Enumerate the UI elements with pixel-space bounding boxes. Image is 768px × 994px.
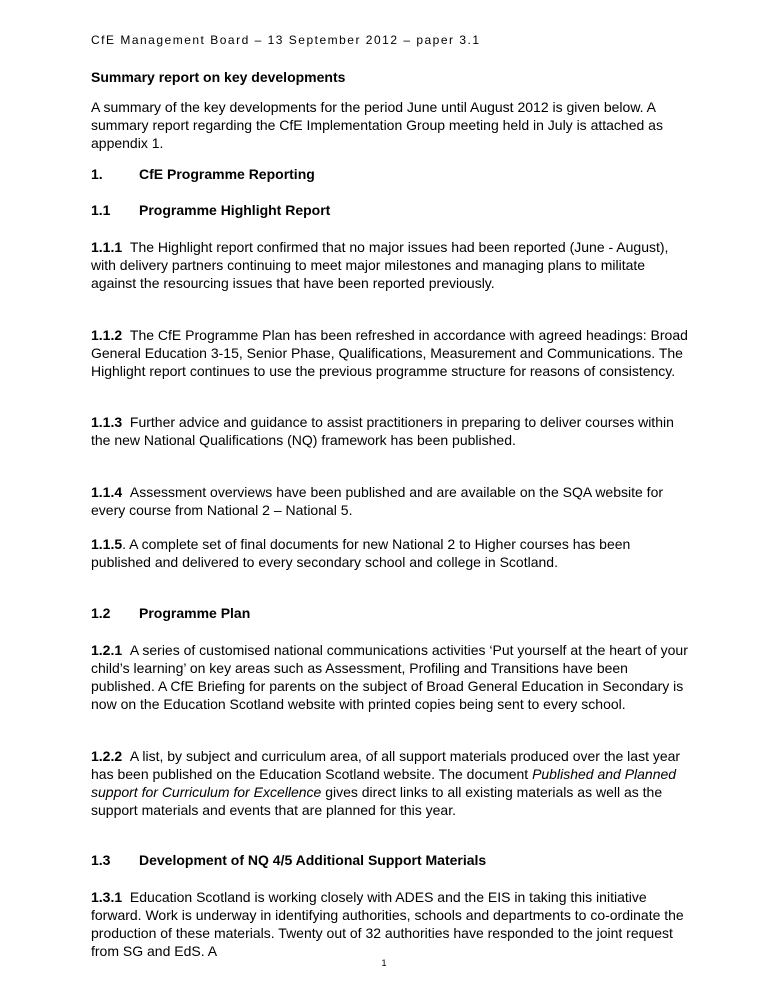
- paragraph-number: 1.1.5: [91, 536, 123, 552]
- paragraph-number: 1.1.2: [91, 327, 123, 343]
- paragraph-text: Assessment overviews have been published and are available on the SQA website for every course from National 2 – National 5.: [91, 484, 664, 518]
- paragraph-text: A series of customised national communications activities ‘Put yourself at the heart of your child’s learning’ on key areas such as Assessment, Profiling and Transitions have been published. A CfE Briefing for parents on the subject of Broad General Education in Secondary is now on the Education Scotland website with printed copies being sent to every school.: [91, 642, 688, 712]
- paragraph-1-2-1: [91, 641, 689, 713]
- section-1-3-heading: [91, 852, 486, 868]
- paragraph-number: 1.1.4: [91, 484, 123, 500]
- paragraph-number: 1.1.1: [91, 239, 123, 255]
- section-title: CfE Programme Reporting: [139, 166, 315, 182]
- paragraph-text: Further advice and guidance to assist practitioners in preparing to deliver courses within the new National Qualifications (NQ) framework has been published.: [91, 414, 674, 448]
- section-number: 1.3: [91, 852, 111, 868]
- paragraph-1-1-4: [91, 483, 689, 519]
- intro-paragraph: A summary of the key developments for the period June until August 2012 is given below. A summary report regarding the CfE Implementation Group meeting held in July is attached as appendix 1.: [91, 99, 663, 151]
- paragraph-number: 1.3.1: [91, 889, 123, 905]
- section-1-1-heading: [91, 202, 330, 218]
- paragraph-number: 1.2.1: [91, 642, 123, 658]
- paragraph-text: . A complete set of final documents for new National 2 to Higher courses has been published and delivered to every secondary school and college in Scotland.: [91, 536, 631, 570]
- paragraph-text: The Highlight report confirmed that no major issues had been reported (June - August), with delivery partners continuing to meet major milestones and managing plans to militate against the resourcing issues that have been reported previously.: [91, 239, 669, 291]
- paragraph-number: 1.1.3: [91, 414, 123, 430]
- paragraph-1-1-5: [91, 535, 689, 571]
- paragraph-text: The CfE Programme Plan has been refreshed in accordance with agreed headings: Broad General Education 3-15, Senior Phase, Qualifications, Measurement and Communications. The Highlight report continues to use the previous programme structure for reasons of consistency.: [91, 327, 688, 379]
- section-number: 1.: [91, 166, 103, 182]
- section-1-2-heading: [91, 605, 250, 621]
- page-number: 1: [381, 958, 387, 968]
- section-title: Development of NQ 4/5 Additional Support Materials: [139, 852, 487, 868]
- paragraph-text: Education Scotland is working closely with ADES and the EIS in taking this initiative forward. Work is underway in identifying authorities, schools and departments to co-ordinate the production of these materials. Twenty out of 32 authorities have responded to the joint request from SG and EdS. A: [91, 889, 684, 959]
- running-header: CfE Management Board – 13 September 2012 – paper 3.1: [91, 33, 481, 47]
- paragraph-1-3-1: [91, 888, 689, 960]
- paragraph-number: 1.2.2: [91, 748, 123, 764]
- document-title-italic: Published and Planned support for Curriculum for Excellence: [91, 766, 677, 800]
- section-title: Programme Highlight Report: [139, 202, 331, 218]
- paragraph-1-1-3: [91, 413, 689, 449]
- paragraph-1-1-1: [91, 238, 689, 292]
- section-number: 1.1: [91, 202, 111, 218]
- section-title: Programme Plan: [139, 605, 251, 621]
- section-number: 1.2: [91, 605, 111, 621]
- paragraph-text-continued: gives direct links to all existing materials as well as the support materials and events that are planned for this year.: [91, 784, 663, 818]
- document-title: Summary report on key developments: [91, 69, 346, 85]
- paragraph-1-2-2: [91, 747, 689, 819]
- paragraph-1-1-2: [91, 326, 689, 380]
- paragraph-text: A list, by subject and curriculum area, of all support materials produced over the last year has been published on the Education Scotland website. The document: [91, 748, 681, 782]
- section-1-heading: [91, 166, 315, 182]
